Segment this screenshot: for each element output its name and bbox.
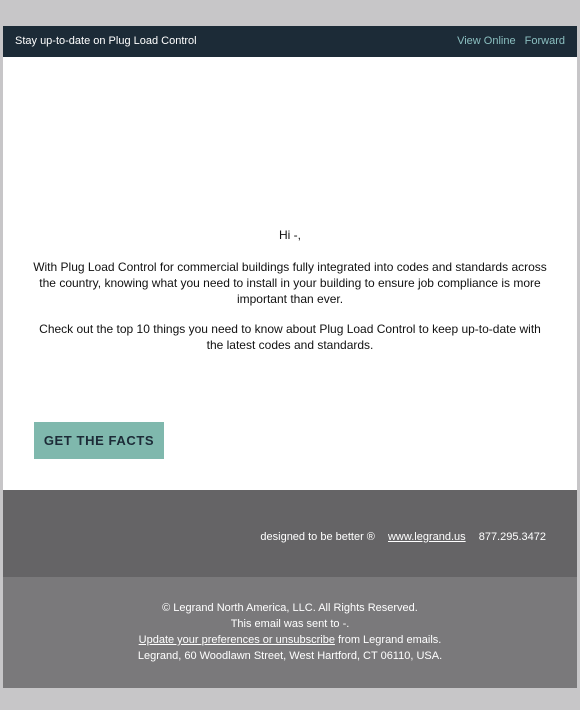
phone-number: 877.295.3472	[478, 531, 546, 543]
top-ten-paragraph: Check out the top 10 things you need to know about Plug Load Control to keep up-to-date with the latest codes and standards.	[39, 322, 541, 352]
bottom-spacer	[3, 688, 577, 710]
legal-footer	[3, 577, 577, 688]
view-online-link[interactable]: View Online	[457, 35, 516, 47]
header-title: Stay up-to-date on Plug Load Control	[15, 35, 197, 47]
copyright-text: © Legrand North America, LLC. All Rights Reserved.	[162, 602, 418, 614]
greeting-text: Hi -,	[279, 228, 301, 242]
header-links	[451, 35, 565, 48]
address-text: Legrand, 60 Woodlawn Street, West Hartford, CT 06110, USA.	[137, 650, 443, 662]
email-header	[3, 26, 577, 57]
forward-link[interactable]: Forward	[524, 35, 565, 47]
preferences-line	[3, 634, 577, 647]
tagline-text: designed to be better ®	[260, 531, 375, 543]
brand-footer	[3, 490, 577, 577]
preferences-link[interactable]: Update your preferences or unsubscribe	[138, 634, 335, 646]
sent-to-text: This email was sent to -.	[230, 618, 350, 630]
top-spacer	[3, 0, 577, 26]
brand-row	[250, 531, 546, 544]
website-link[interactable]: www.legrand.us	[387, 531, 466, 543]
get-the-facts-button[interactable]: GET THE FACTS	[34, 422, 164, 459]
email-container	[3, 0, 577, 710]
preferences-suffix: from Legrand emails.	[334, 634, 442, 646]
email-body	[3, 57, 577, 490]
intro-paragraph: With Plug Load Control for commercial buildings fully integrated into codes and standards across the country, knowing what you need to install in your building to ensure job compliance is more important than ever.	[33, 260, 547, 306]
